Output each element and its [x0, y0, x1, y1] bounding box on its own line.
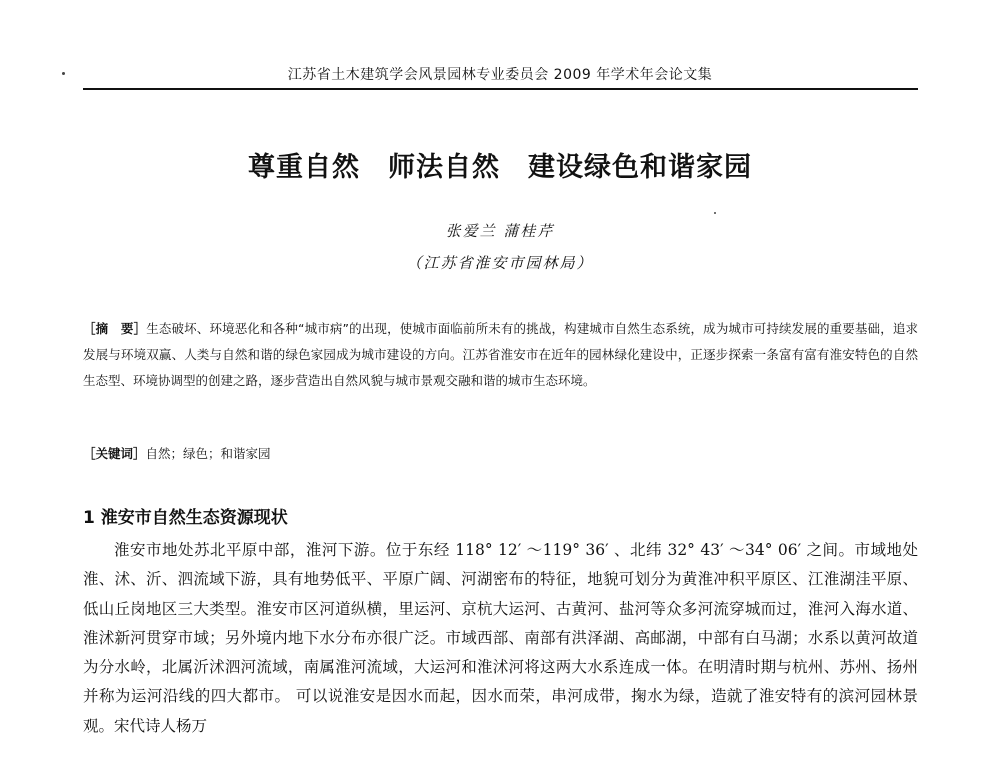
keywords-text: 自然；绿色；和谐家园 — [145, 446, 271, 461]
running-header: 江苏省土木建筑学会风景园林专业委员会 2009 年学术年会论文集 — [287, 67, 713, 83]
abstract-label: ［摘 要］ — [83, 321, 147, 336]
header-rule — [83, 88, 918, 90]
paper-affiliation: （江苏省淮安市园林局） — [406, 254, 594, 272]
abstract-text: 生态破坏、环境恶化和各种“城市病”的出现，使城市面临前所未有的挑战，构建城市自然生态系统，成为城市可持续发展的重要基础，追求发展与环境双赢、人类与自然和谐的绿色家园成为城市建设的方向。江苏省淮安市在近年的园林绿化建设中，正逐步探索一条富有富有淮安特色的自然生态型、环境协调型的创建之路，逐步营造出自然风貌与城市景观交融和谐的城市生态环境。 — [83, 321, 918, 388]
keywords-label: ［关键词］ — [83, 446, 146, 461]
keywords — [83, 444, 918, 464]
paper-authors: 张爱兰 蒲桂芹 — [445, 222, 555, 240]
paper-title: 尊重自然 师法自然 建设绿色和谐家园 — [248, 152, 752, 183]
section-paragraph: 淮安市地处苏北平原中部，淮河下游。位于东经 118° 12′ ～119° 36′ 、北纬 32° 43′ ～34° 06′ 之间。市域地处淮、沭、沂、泗流域下游，具有地势低平、平原广阔、河湖密布的特征，地貌可划分为黄淮冲积平原区、江淮湖洼平原、低山丘岗地区三大类型。淮安市区河道纵横，里运河、京杭大运河、古黄河、盐河等众多河流穿城而过，淮河入海水道、淮沭新河贯穿市域；另外境内地下水分布亦很广泛。市域西部、南部有洪泽湖、高邮湖，中部有白马湖；水系以黄河故道为分水岭，北属沂沭泗河流域，南属淮河流域，大运河和淮沭河将这两大水系连成一体。在明清时期与杭州、苏州、扬州并称为运河沿线的四大都市。 可以说淮安是因水而起，因水而荣，串河成带，掬水为绿，造就了淮安特有的滨河园林景观。宋代诗人杨万 — [83, 541, 918, 735]
abstract — [83, 316, 918, 394]
scan-speck — [714, 212, 716, 214]
section-heading: 1 淮安市自然生态资源现状 — [83, 508, 288, 528]
